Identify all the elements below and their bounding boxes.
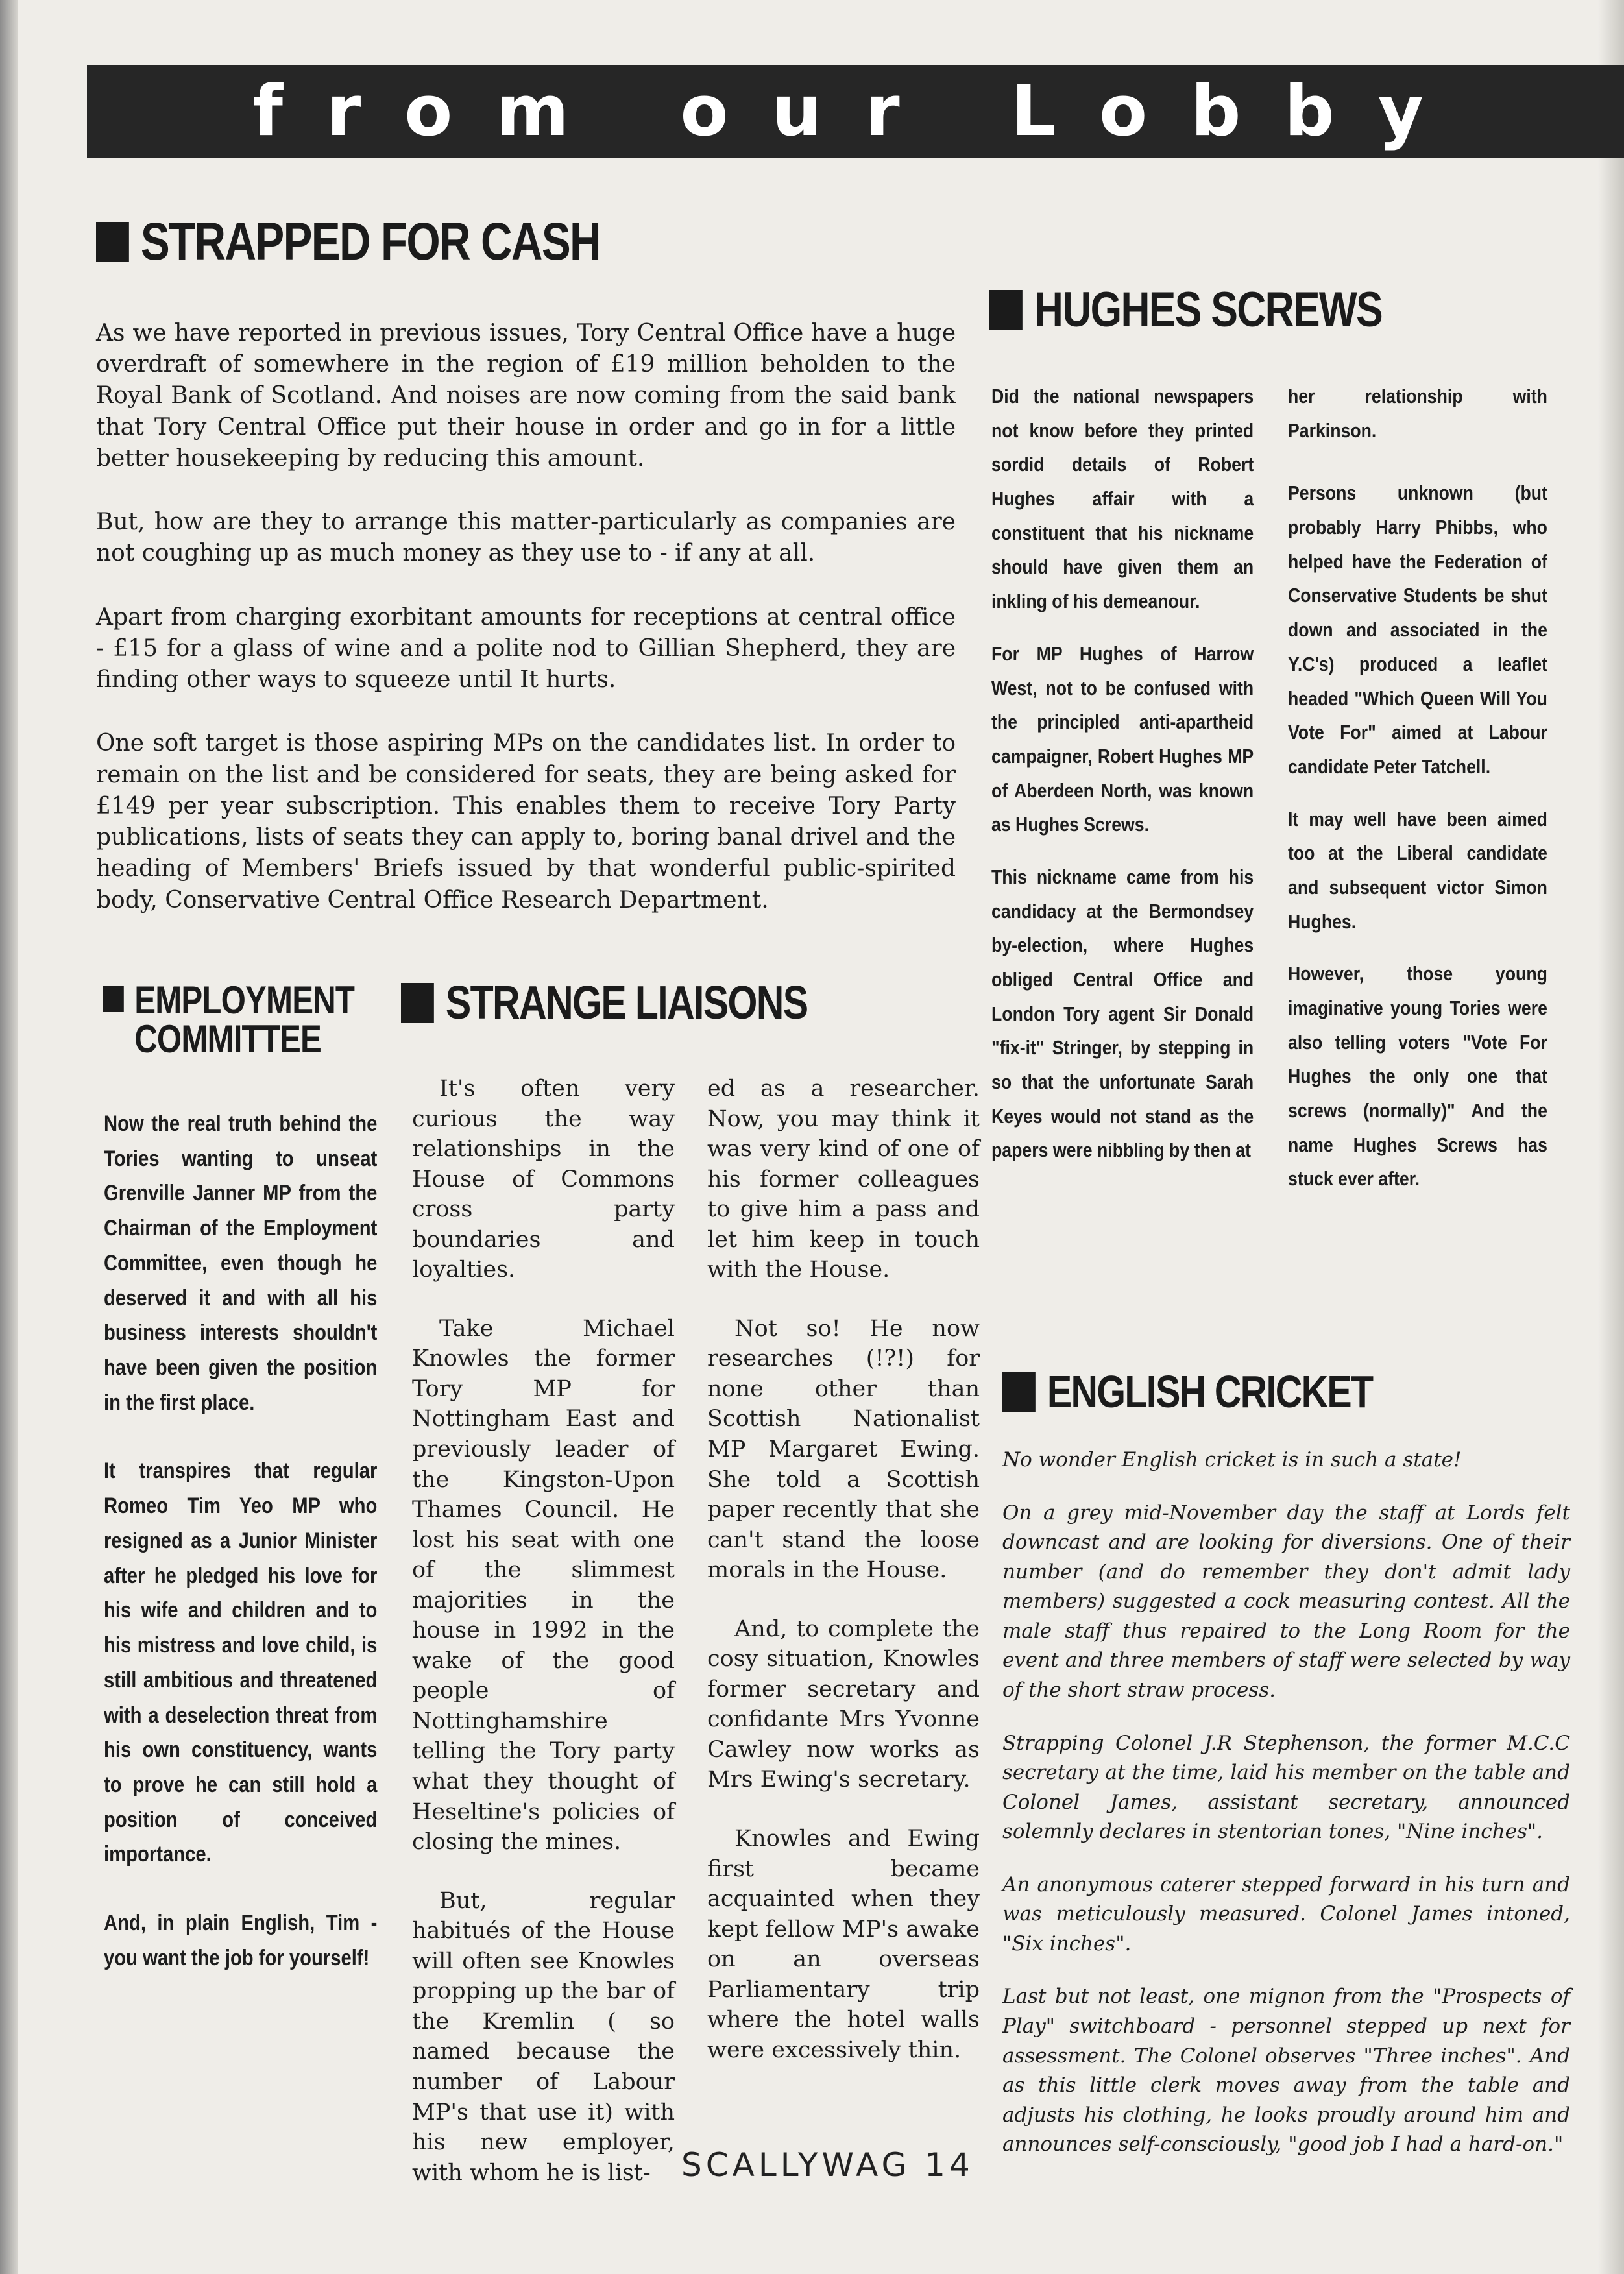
bullet-square-icon	[103, 986, 124, 1012]
hughes-paragraph: Did the national newspapers not know before they printed sordid details of Robert Hughes affair with a constituent that his nickname should have given them an inkling of his demeanour.	[991, 385, 1254, 613]
liaisons-column-1	[412, 1074, 675, 2216]
cricket-body	[1002, 1445, 1570, 2183]
cricket-paragraph: Strapping Colonel J.R Stephenson, the former M.C.C secretary at the time, laid his member on the table and Colonel James, assistant secretary, announced solemnly declares in stentorian tones, "Nine inches".	[1002, 1731, 1570, 1844]
strapped-body	[96, 318, 956, 949]
hughes-column-1	[991, 380, 1254, 1202]
hughes-column-2	[1288, 380, 1547, 1230]
page-footer: SCALLYWAG 14	[681, 2146, 974, 2184]
hughes-paragraph: This nickname came from his candidacy at the Bermondsey by-election, where Hughes obliged Central Office and London Tory agent Sir Donald "fix-it" Stringer, by stepping in so that the unfortunate Sarah Keyes would not stand as the papers were nibbling by then at	[991, 865, 1254, 1162]
cricket-paragraph: On a grey mid-November day the staff at Lords felt downcast and are looking for diversions. One of their number (and do remember they don't admit lady members) suggested a cock measuring contest. All the male staff thus repaired to the Long Room for the event and three members of staff were selected by way of the short straw process.	[1002, 1501, 1570, 1702]
cricket-paragraph: An anonymous caterer stepped forward in his turn and was meticulously measured. Colonel James intoned, "Six inches".	[1002, 1872, 1570, 1955]
employment-title: EMPLOYMENT COMMITTEE	[134, 978, 355, 1061]
hughes-paragraph: Persons unknown (but probably Harry Phibbs, who helped have the Federation of Conservative Students be shut down and associated in the Y.C's) produced a leaflet headed "Which Queen Will You Vote For" aimed at Labour candidate Peter Tatchell.	[1288, 481, 1547, 778]
strapped-paragraph: As we have reported in previous issues, Tory Central Office have a huge overdraft of somewhere in the region of £19 million beholden to the Royal Bank of Scotland. And noises are now coming from the said bank that Tory Central Office put their house in order and go in for a little better housekeeping by reducing this amount.	[96, 320, 956, 472]
section-banner	[87, 65, 1624, 158]
liaisons-paragraph: Take Michael Knowles the former Tory MP for Nottingham East and previously leader of the Kingston-Upon Thames Council. He lost his seat with one of the slimmest majorities in the house in 1992 in the wake of the good people of Nottinghamshire telling the Tory party what they thought of Heseltine's policies of closing the mines.	[412, 1315, 675, 1856]
bullet-square-icon	[401, 983, 434, 1023]
employment-paragraph: And, in plain English, Tim - you want the job for yourself!	[104, 1911, 378, 1970]
liaisons-title: STRANGE LIAISONS	[445, 977, 808, 1029]
bullet-square-icon	[96, 222, 129, 262]
banner-title: from our Lobby	[252, 71, 1467, 152]
strapped-title: STRAPPED FOR CASH	[140, 212, 600, 271]
cricket-paragraph: No wonder English cricket is in such a state!	[1002, 1448, 1462, 1471]
bullet-square-icon	[1002, 1372, 1036, 1412]
strapped-paragraph: But, how are they to arrange this matter-particularly as companies are not coughing up as much money as they use to - if any at all.	[96, 509, 956, 567]
liaisons-paragraph: Not so! He now researches (!?!) for none other than Scottish Nationalist MP Margaret Ewing. She told a Scottish paper recently that she can't stand the loose morals in the House.	[707, 1315, 980, 1584]
employment-body	[104, 1107, 377, 2010]
strapped-headline	[96, 212, 600, 271]
hughes-paragraph: However, those young imaginative young Tories were also telling voters "Vote For Hughes the only one that screws (normally)" And the name Hughes Screws has stuck ever after.	[1288, 962, 1547, 1191]
liaisons-column-2	[707, 1074, 980, 2094]
liaisons-paragraph: And, to complete the cosy situation, Knowles former secretary and confidante Mrs Yvonne Cawley now works as Mrs Ewing's secretary.	[707, 1615, 980, 1793]
hughes-paragraph: her relationship with Parkinson.	[1288, 385, 1547, 442]
employment-paragraph: Now the real truth behind the Tories wanting to unseat Grenville Janner MP from the Chairman of the Employment Committee, even though he deserved it and with all his business interests shouldn't have been given the position in the first place.	[104, 1111, 378, 1415]
strapped-paragraph: One soft target is those aspiring MPs on the candidates list. In order to remain on the list and be considered for seats, they are being asked for £149 per year subscription. This enables them to receive Tory Party publications, lists of seats they can apply to, boring banal drivel and the heading of Members' Briefs issued by that wonderful public-spirited body, Conservative Central Office Research Department.	[96, 730, 956, 913]
page-edge-highlight	[1598, 0, 1624, 2274]
hughes-headline	[989, 282, 1383, 337]
liaisons-headline	[401, 977, 808, 1029]
strapped-paragraph: Apart from charging exorbitant amounts for receptions at central office - £15 for a glass of wine and a polite nod to Gillian Shepherd, they are finding other ways to squeeze until It hurts.	[96, 603, 956, 694]
hughes-paragraph: It may well have been aimed too at the Liberal candidate and subsequent victor Simon Hughes.	[1288, 807, 1547, 933]
cricket-headline	[1002, 1366, 1373, 1417]
liaisons-paragraph: But, regular habitués of the House will often see Knowles propping up the bar of the Kremlin ( so named because the number of Labour MP's that use it) with his new employer, with whom he is list-	[412, 1887, 675, 2186]
liaisons-paragraph: It's often very curious the way relationships in the House of Commons cross party boundaries and loyalties.	[412, 1076, 675, 1283]
employment-headline	[103, 978, 355, 1061]
liaisons-paragraph: ed as a researcher. Now, you may think it was very kind of one of his former colleagues to give him a pass and let him keep in touch with the House.	[707, 1076, 980, 1283]
cricket-paragraph: Last but not least, one mignon from the "Prospects of Play" switchboard - personnel stepped up next for assessment. The Colonel observes "Three inches". And as this little clerk moves away from the table and adjusts his clothing, he looks proudly around him and announces self-consciously, "good job I had a hard-on."	[1002, 1985, 1570, 2157]
employment-paragraph: It transpires that regular Romeo Tim Yeo MP who resigned as a Junior Minister after he pledged his love for his wife and children and to his mistress and love child, is still ambitious and threatened with a deselection threat from his own constituency, wants to prove he can still hold a position of conceived importance.	[104, 1458, 378, 1867]
cricket-title: ENGLISH CRICKET	[1047, 1366, 1373, 1417]
liaisons-paragraph: Knowles and Ewing first became acquainted when they kept fellow MP's awake on an overseas Parliamentary trip where the hotel walls were excessively thin.	[707, 1826, 980, 2063]
hughes-title: HUGHES SCREWS	[1034, 282, 1383, 337]
hughes-paragraph: For MP Hughes of Harrow West, not to be confused with the principled anti-apartheid campaigner, Robert Hughes MP of Aberdeen North, was known as Hughes Screws.	[991, 642, 1254, 836]
page-edge-shadow	[0, 0, 18, 2274]
bullet-square-icon	[989, 290, 1023, 330]
